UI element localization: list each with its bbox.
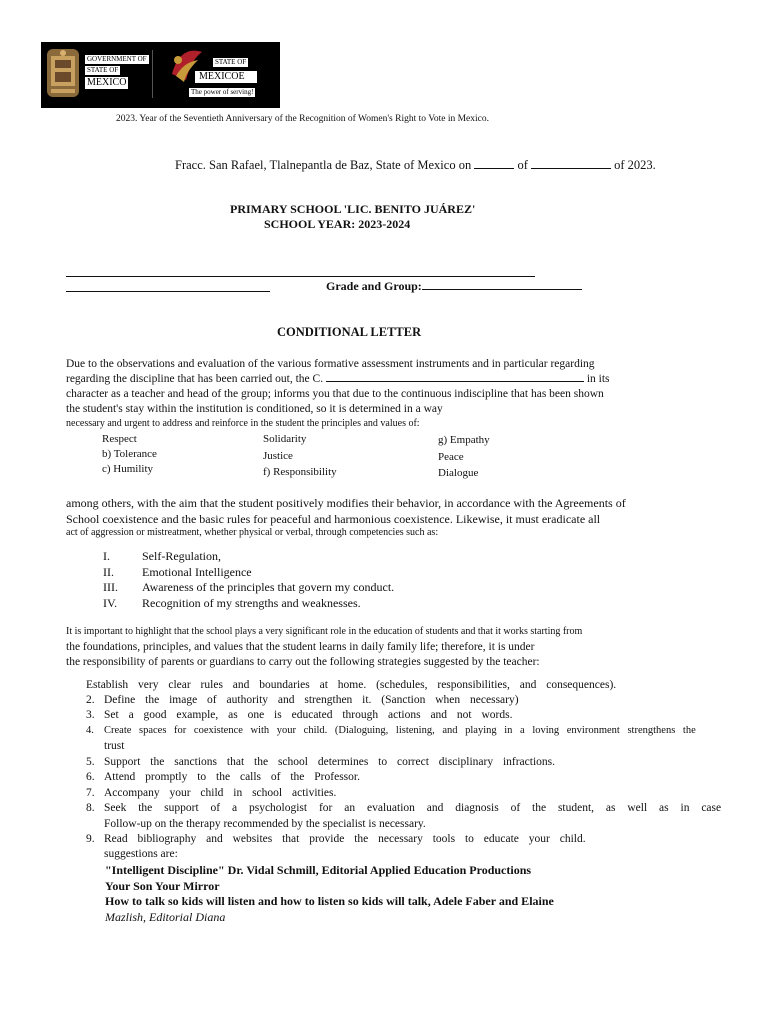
strategy-item: [86, 694, 519, 706]
value-item: Justice: [263, 450, 293, 462]
intro-line-3: character as a teacher and head of the group; informs you that due to the continuous indiscipline that has been shown: [66, 388, 604, 400]
competency-text: Awareness of the principles that govern my conduct.: [142, 580, 395, 594]
strategy-num: 2.: [86, 694, 95, 706]
strategy-num: 7.: [86, 787, 95, 799]
competency-text: Emotional Intelligence: [142, 565, 252, 579]
school-year: SCHOOL YEAR: 2023-2024: [264, 217, 411, 231]
state-label-1: STATE OF: [215, 58, 247, 66]
day-blank[interactable]: [474, 168, 514, 169]
place-date-suffix: of 2023.: [614, 158, 656, 172]
intro-line-1: Due to the observations and evaluation of the various formative assessment instruments and in particular regarding: [66, 358, 595, 370]
intro-line-5: necessary and urgent to address and reinforce in the student the principles and values of:: [66, 418, 420, 429]
competency-num: I.: [103, 549, 110, 563]
strategy-num: 9.: [86, 833, 95, 845]
strategy-num: 6.: [86, 771, 95, 783]
strategy-text: Support the sanctions that the school determines to correct disciplinary infractions.: [104, 756, 555, 768]
grade-group-label: Grade and Group:: [326, 279, 422, 293]
header-banner: [41, 42, 280, 108]
strategy-text: Establish very clear rules and boundaries at home. (schedules, responsibilities, and consequences).: [86, 679, 617, 691]
strategy-item: [86, 679, 616, 691]
strategy-item: [104, 740, 124, 752]
strategy-item: [86, 833, 586, 845]
strategy-text: Read bibliography and websites that provide the necessary tools to educate your child.: [104, 833, 586, 845]
strategy-item: [86, 802, 721, 814]
competency-text: Self-Regulation,: [142, 549, 221, 563]
strategy-item: [86, 771, 360, 783]
student-name-blank[interactable]: [66, 276, 535, 277]
strategy-text: Attend promptly to the calls of the Professor.: [104, 771, 360, 783]
banner-divider: [152, 50, 153, 98]
strategy-item: [86, 709, 512, 721]
intro-line-2-prefix: regarding the discipline that has been carried out, the C.: [66, 373, 324, 385]
para3-line-3: the responsibility of parents or guardians to carry out the following strategies suggested by the teacher:: [66, 656, 540, 668]
school-name: PRIMARY SCHOOL 'LIC. BENITO JUÁREZ': [230, 202, 476, 216]
strategy-num: 8.: [86, 802, 95, 814]
strategy-text: Seek the support of a psychologist for an evaluation and diagnosis of the student, as well as in case: [104, 802, 722, 814]
place-date-of: of: [517, 158, 528, 172]
reference-item: Your Son Your Mirror: [105, 879, 220, 893]
para2-line-1: among others, with the aim that the student positively modifies their behavior, in accordance with the Agreements of: [66, 496, 626, 510]
strategy-text: Define the image of authority and strengthen it. (Sanction when necessary): [104, 694, 519, 706]
gov-label-1: GOVERNMENT OF: [87, 55, 147, 63]
student-name-blank-2[interactable]: [66, 291, 270, 292]
strategy-item: [104, 818, 426, 830]
strategy-item: [86, 756, 555, 768]
competency-num: III.: [103, 580, 118, 594]
para3-line-1: It is important to highlight that the school plays a very significant role in the education of students and that it works starting from: [66, 626, 583, 637]
value-item: Solidarity: [263, 433, 307, 445]
intro-line-2: [66, 372, 610, 386]
strategy-text: trust: [104, 740, 125, 752]
grade-group-field: [326, 279, 582, 294]
place-date-line: [175, 158, 656, 173]
competency-text: Recognition of my strengths and weaknesses.: [142, 596, 361, 610]
competency-num: IV.: [103, 596, 118, 610]
place-date-prefix: Fracc. San Rafael, Tlalnepantla de Baz, State of Mexico on: [175, 158, 472, 172]
slogan: The power of serving!: [191, 88, 254, 96]
value-item: Peace: [438, 451, 464, 463]
strategy-num: 5.: [86, 756, 95, 768]
para3-line-2: the foundations, principles, and values that the student learns in daily family life; therefore, it is under: [66, 641, 535, 653]
grade-group-blank[interactable]: [422, 289, 582, 290]
month-blank[interactable]: [531, 168, 611, 169]
para2-line-2: School coexistence and the basic rules for peaceful and harmonious coexistence. Likewise, it must eradicate all: [66, 512, 601, 526]
letter-title: CONDITIONAL LETTER: [277, 325, 422, 339]
value-item: Respect: [102, 433, 137, 445]
strategy-item: [86, 787, 336, 799]
value-item: c) Humility: [102, 463, 154, 475]
intro-line-2-suffix: in its: [586, 373, 610, 385]
year-motto: 2023. Year of the Seventieth Anniversary of the Recognition of Women's Right to Vote in Mexico.: [116, 114, 489, 124]
strategy-num: 4.: [86, 725, 94, 736]
reference-item: Mazlish, Editorial Diana: [105, 910, 226, 924]
para2-line-3: act of aggression or mistreatment, whether physical or verbal, through competencies such as:: [66, 527, 439, 538]
state-label-2: MEXICOE: [195, 71, 257, 83]
intro-line-4: the student's stay within the institution is conditioned, so it is determined in a way: [66, 403, 443, 415]
government-seal-icon: [46, 48, 80, 98]
strategy-item: [86, 725, 696, 736]
strategy-num: 3.: [86, 709, 95, 721]
strategy-text: Set a good example, as one is educated through actions and not words.: [104, 709, 513, 721]
competency-num: II.: [103, 565, 114, 579]
value-item: g) Empathy: [438, 434, 490, 446]
gov-label-2: STATE OF: [87, 66, 119, 74]
value-item: f) Responsibility: [263, 466, 337, 478]
reference-item: How to talk so kids will listen and how to listen so kids will talk, Adele Faber and Elaine: [105, 894, 554, 908]
strategy-text: Create spaces for coexistence with your child. (Dialoguing, listening, and playing in a loving environment strengthens the: [104, 725, 696, 736]
strategy-text: suggestions are:: [104, 848, 178, 860]
reference-item: "Intelligent Discipline" Dr. Vidal Schmill, Editorial Applied Education Productions: [105, 863, 532, 877]
value-item: b) Tolerance: [102, 448, 157, 460]
teacher-name-blank[interactable]: [326, 381, 584, 382]
strategy-text: Accompany your child in school activities.: [104, 787, 337, 799]
strategy-item: [104, 848, 178, 860]
value-item: Dialogue: [438, 467, 479, 479]
gov-label-3: MEXICO: [87, 77, 127, 88]
strategy-text: Follow-up on the therapy recommended by the specialist is necessary.: [104, 818, 426, 830]
